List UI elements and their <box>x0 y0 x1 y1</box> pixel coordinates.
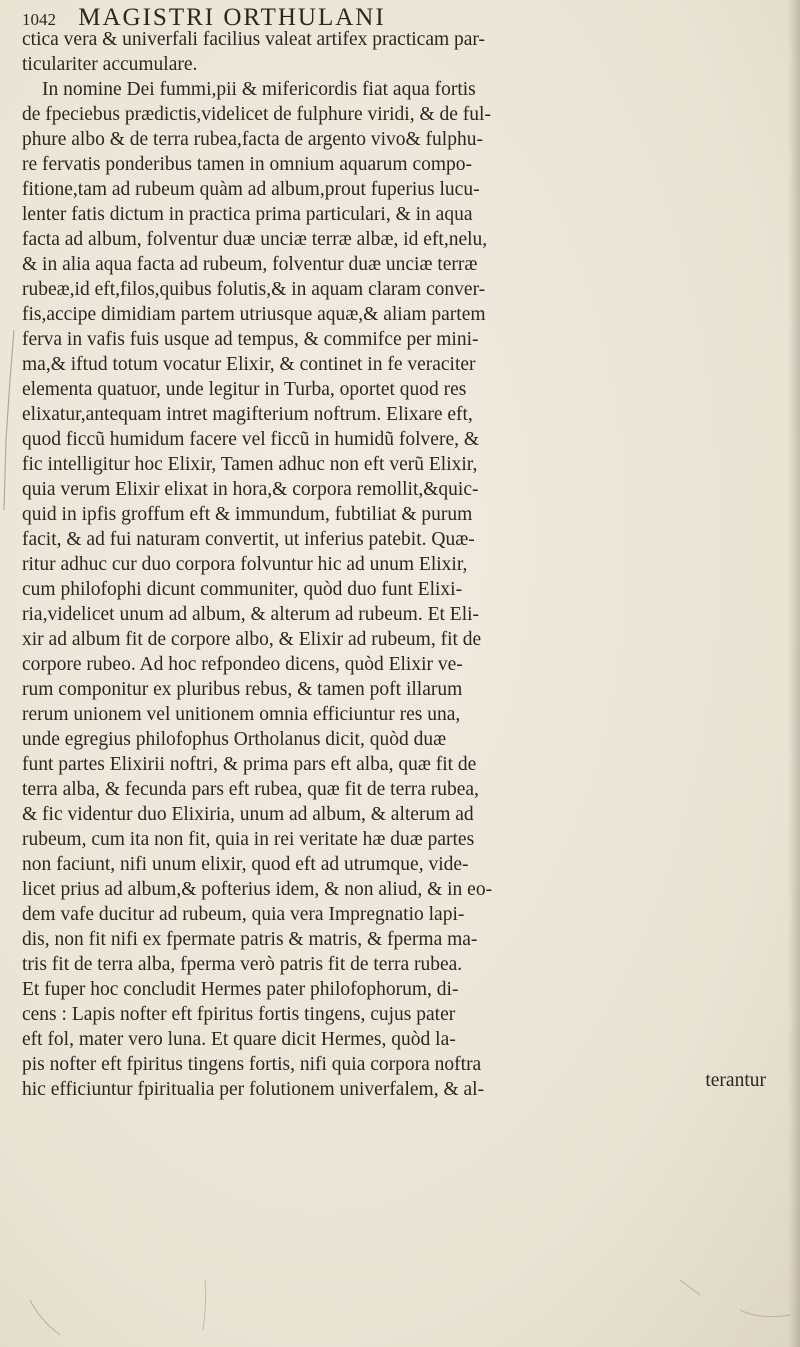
text-line: terra alba, & fecunda pars eft rubea, quæ fit de terra rubea, <box>22 779 479 800</box>
text-line: re fervatis ponderibus tamen in omnium aquarum compo- <box>22 154 473 175</box>
text-line: eft fol, mater vero luna. Et quare dicit Hermes, quòd la- <box>22 1029 456 1050</box>
text-line: cum philofophi dicunt communiter, quòd duo funt Elixi- <box>22 579 463 600</box>
text-line: quod ficcũ humidum facere vel ficcũ in humidũ folvere, & <box>22 429 480 450</box>
text-line: ria,videlicet unum ad album, & alterum ad rubeum. Et Eli- <box>22 604 480 625</box>
text-line: & fic videntur duo Elixiria, unum ad album, & alterum ad <box>22 804 474 825</box>
text-line: rerum unionem vel unitionem omnia efficiuntur res una, <box>22 704 461 725</box>
text-line: facta ad album, folventur duæ unciæ terræ albæ, id eft,nelu, <box>22 229 488 250</box>
text-line: phure albo & de terra rubea,facta de argento vivo& fulphu- <box>22 129 483 150</box>
text-line: Et fuper hoc concludit Hermes pater philofophorum, di- <box>22 979 459 1000</box>
text-line: dem vafe ducitur ad rubeum, quia vera Impregnatio lapi- <box>22 904 465 925</box>
page-edge-shadow <box>788 0 800 1347</box>
text-line: quia verum Elixir elixat in hora,& corpora remollit,&quic- <box>22 479 479 500</box>
text-line: elementa quatuor, unde legitur in Turba, oportet quod res <box>22 379 467 400</box>
text-line: licet prius ad album,& pofterius idem, & non aliud, & in eo- <box>22 879 493 900</box>
text-line: non faciunt, nifi unum elixir, quod eft ad utrumque, vide- <box>22 854 469 875</box>
body-text <box>22 27 792 1102</box>
running-title: MAGISTRI ORTHULANI <box>78 4 386 31</box>
text-line: ma,& iftud totum vocatur Elixir, & continet in fe veraciter <box>22 354 476 375</box>
text-line: In nomine Dei fummi,pii & mifericordis fiat aqua fortis <box>42 79 476 100</box>
text-line: quid in ipfis groffum eft & immundum, fubtiliat & purum <box>22 504 473 525</box>
text-line: & in alia aqua facta ad rubeum, folventur duæ unciæ terræ <box>22 254 478 275</box>
text-line: hic efficiuntur fpiritualia per folutionem univerfalem, & al- <box>22 1079 485 1100</box>
text-line: ctica vera & univerfali facilius valeat artifex practicam par- <box>22 29 486 50</box>
text-line: facit, & ad fui naturam convertit, ut inferius patebit. Quæ- <box>22 529 475 550</box>
text-line: pis nofter eft fpiritus tingens fortis, nifi quia corpora noftra <box>22 1054 482 1075</box>
margin-stain <box>0 320 40 520</box>
catchword: terantur <box>705 1070 766 1091</box>
text-line: corpore rubeo. Ad hoc refpondeo dicens, quòd Elixir ve- <box>22 654 463 675</box>
text-line: funt partes Elixirii noftri, & prima pars eft alba, quæ fit de <box>22 754 477 775</box>
text-line: rubeæ,id eft,filos,quibus folutis,& in aquam claram conver- <box>22 279 486 300</box>
text-line: rubeum, cum ita non fit, quia in rei veritate hæ duæ partes <box>22 829 475 850</box>
text-line: ticulariter accumulare. <box>22 54 198 75</box>
text-line: unde egregius philofophus Ortholanus dicit, quòd duæ <box>22 729 447 750</box>
text-line: lenter fatis dictum in practica prima particulari, & in aqua <box>22 204 473 225</box>
text-line: ritur adhuc cur duo corpora folvuntur hic ad unum Elixir, <box>22 554 468 575</box>
text-line: rum componitur ex pluribus rebus, & tamen poft illarum <box>22 679 463 700</box>
text-line: elixatur,antequam intret magifterium noftrum. Elixare eft, <box>22 404 473 425</box>
text-line: fis,accipe dimidiam partem utriusque aquæ,& aliam partem <box>22 304 486 325</box>
text-line: fic intelligitur hoc Elixir, Tamen adhuc non eft verũ Elixir, <box>22 454 478 475</box>
text-line: cens : Lapis nofter eft fpiritus fortis tingens, cujus pater <box>22 1004 456 1025</box>
page-number: 1042 <box>22 10 56 29</box>
text-line: de fpeciebus prædictis,videlicet de fulphure viridi, & de ful- <box>22 104 491 125</box>
text-line: fitione,tam ad rubeum quàm ad album,prout fuperius lucu- <box>22 179 480 200</box>
text-line: ferva in vafis fuis usque ad tempus, & commifce per mini- <box>22 329 479 350</box>
text-line: tris fit de terra alba, fperma verò patris fit de terra rubea. <box>22 954 463 975</box>
text-line: xir ad album fit de corpore albo, & Elixir ad rubeum, fit de <box>22 629 482 650</box>
bottom-margin-marks <box>0 1240 800 1347</box>
text-line: dis, non fit nifi ex fpermate patris & matris, & fperma ma- <box>22 929 478 950</box>
